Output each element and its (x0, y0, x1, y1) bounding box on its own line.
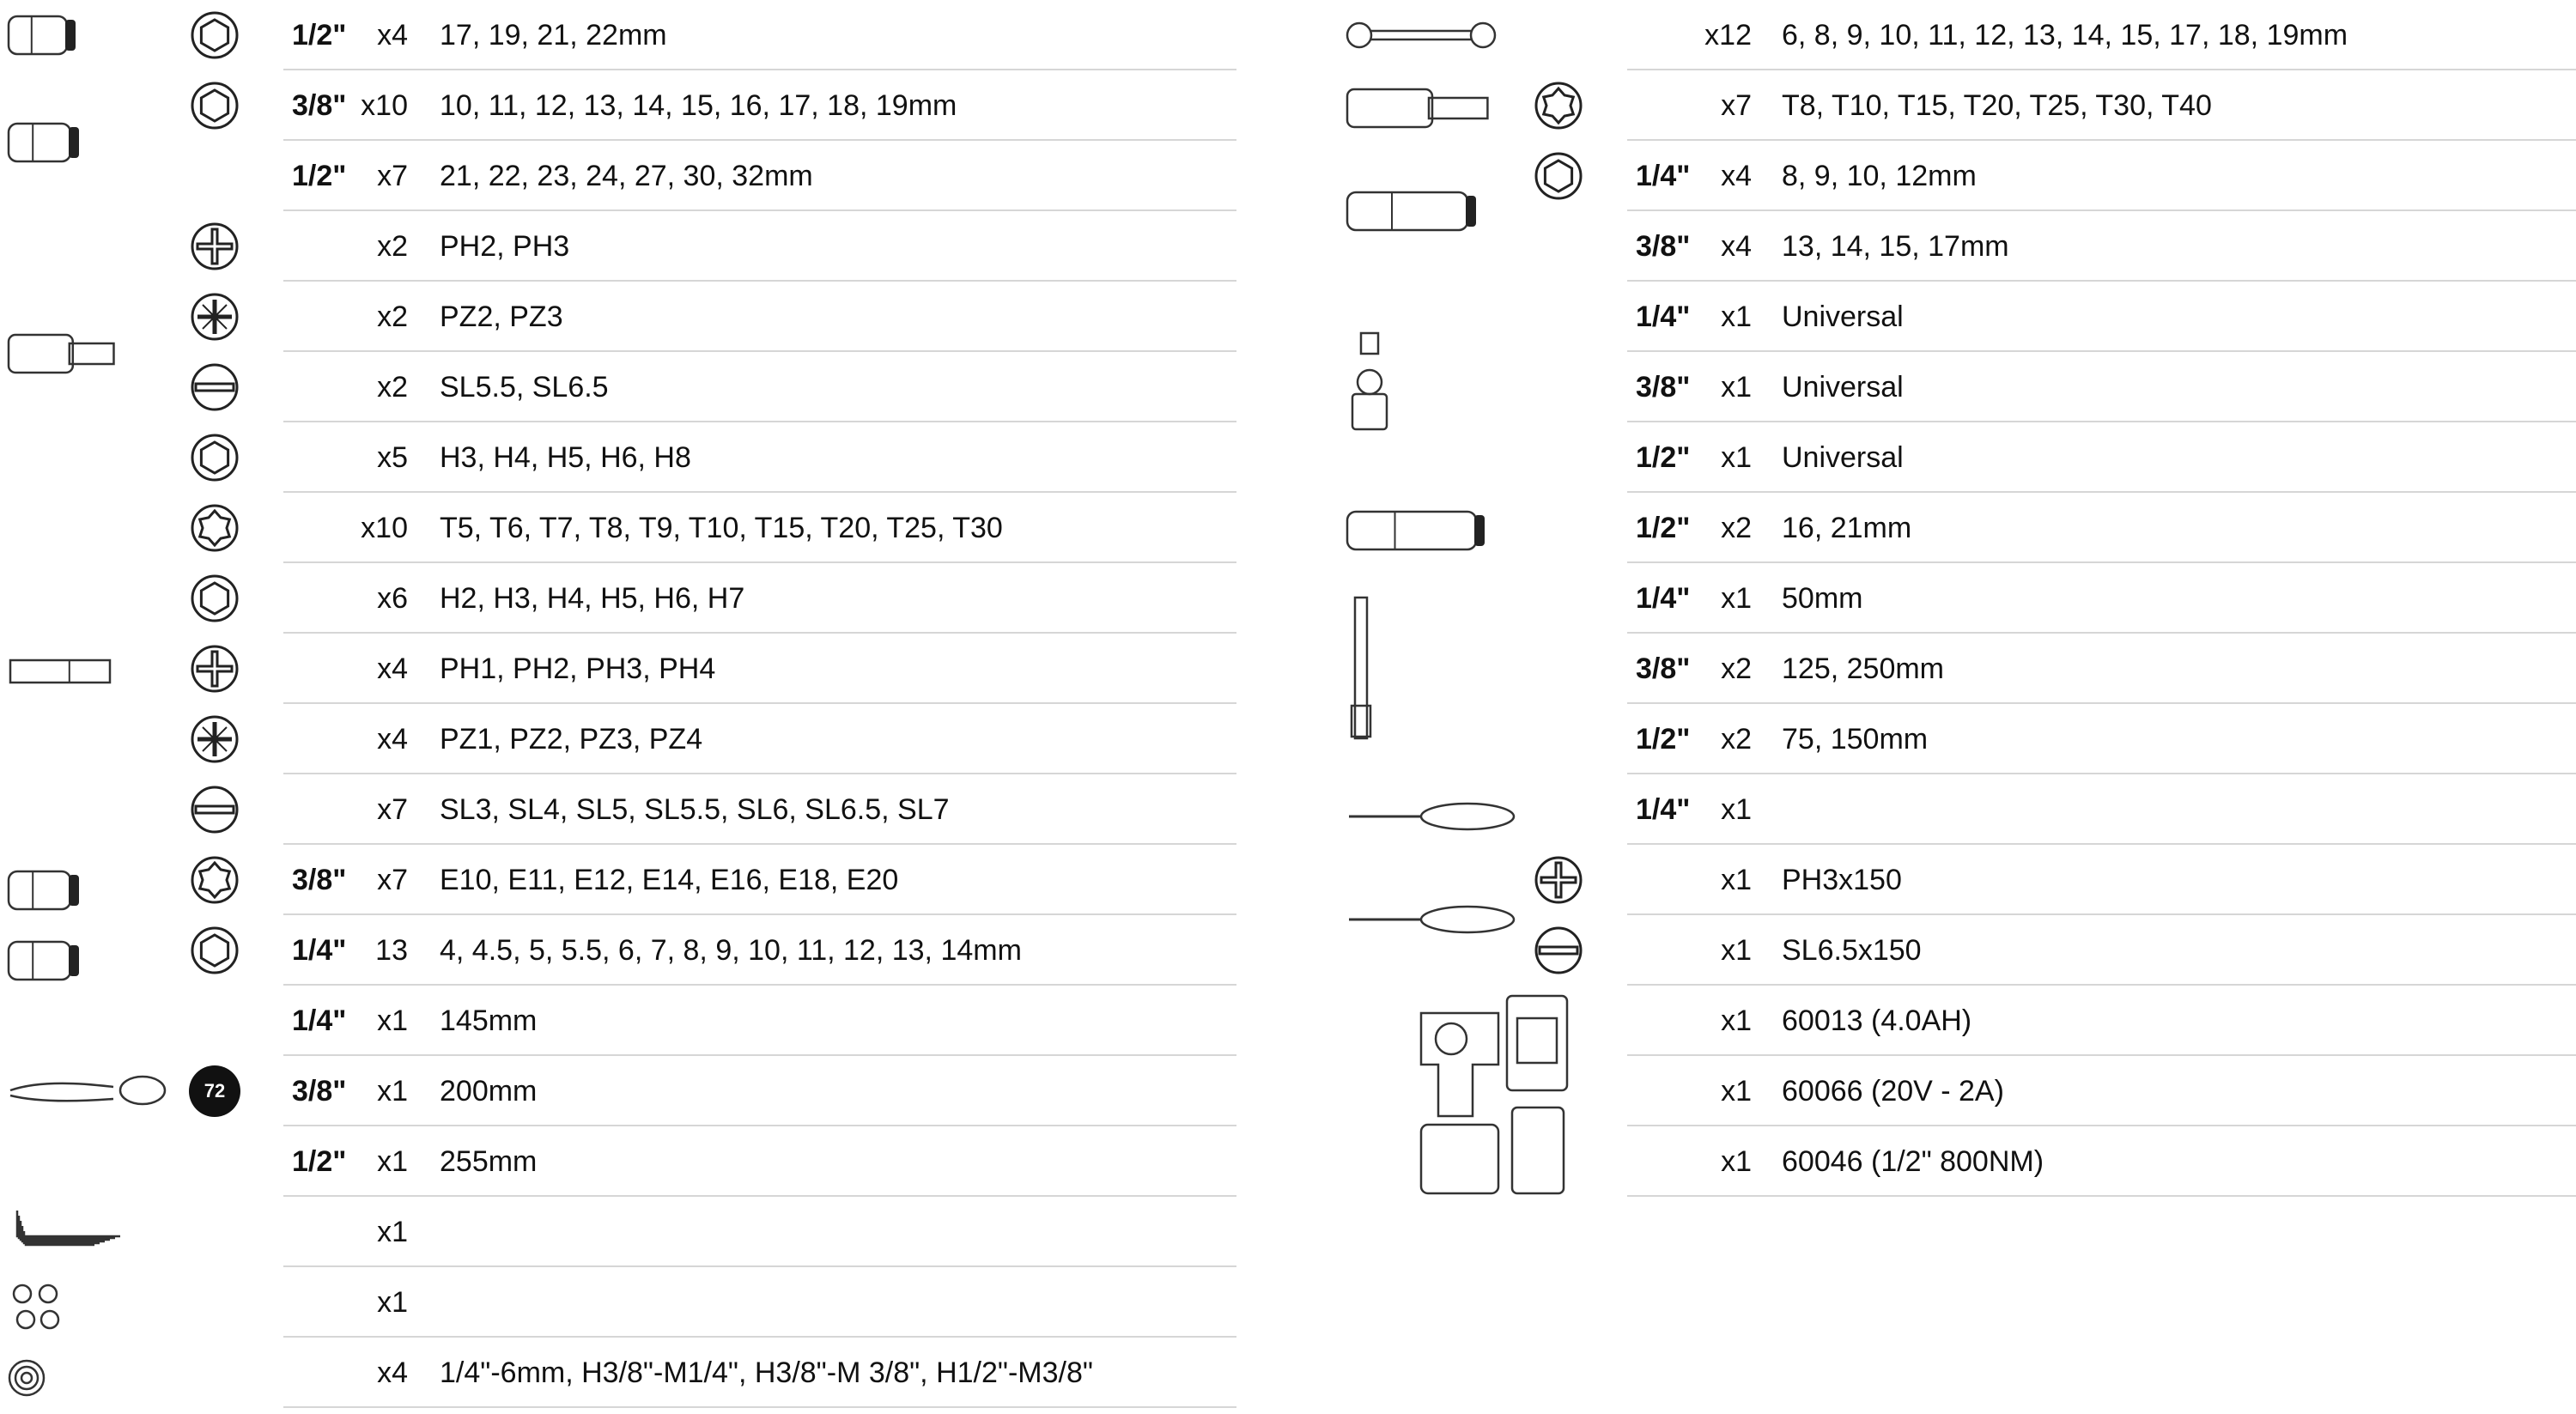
quantity: x7 (377, 160, 408, 192)
torx-icon (1533, 80, 1584, 131)
table-row (0, 282, 1236, 352)
quantity: x7 (1721, 89, 1752, 122)
quantity: x1 (1721, 1075, 1752, 1108)
table-row (1344, 352, 2576, 422)
table-row (0, 1338, 1236, 1408)
quantity: x1 (1721, 934, 1752, 967)
item-description: SL5.5, SL6.5 (440, 371, 609, 404)
table-row (0, 422, 1236, 493)
quantity: x1 (1721, 441, 1752, 474)
item-description: 8, 9, 10, 12mm (1782, 160, 1977, 192)
torx-icon (189, 854, 240, 906)
ratchet-teeth-badge: 72 (189, 1065, 240, 1117)
seal-rings-icon-group (5, 1352, 48, 1404)
combination-wrench-icon (1344, 14, 1498, 57)
item-description: 60066 (20V - 2A) (1782, 1075, 2004, 1108)
table-row (0, 915, 1236, 986)
table-row (1344, 563, 2576, 634)
table-row (0, 1267, 1236, 1338)
drive-size: 3/8" (1636, 371, 1691, 404)
quantity: x1 (377, 1286, 408, 1319)
item-description: SL6.5x150 (1782, 934, 1922, 967)
drive-size: 1/4" (1636, 582, 1691, 615)
table-row (0, 352, 1236, 422)
drive-size: 1/2" (1636, 723, 1691, 756)
impact-socket-icon-group (1344, 179, 1481, 244)
item-description: T5, T6, T7, T8, T9, T10, T15, T20, T25, T30 (440, 512, 1003, 544)
item-description: 10, 11, 12, 13, 14, 15, 16, 17, 18, 19mm (440, 89, 957, 122)
quantity: x4 (377, 19, 408, 52)
quantity: x4 (377, 723, 408, 756)
drive-size: 3/8" (292, 89, 347, 122)
quantity: x1 (1721, 793, 1752, 826)
impact-driver-kit-icon (1370, 979, 1576, 1202)
table-row (0, 563, 1236, 634)
hex-icon (189, 573, 240, 624)
small-socket-icon (5, 933, 84, 988)
combination-wrench-icon-group (1344, 14, 1498, 57)
item-description: PZ1, PZ2, PZ3, PZ4 (440, 723, 703, 756)
item-description: 13, 14, 15, 17mm (1782, 230, 2009, 263)
table-row (0, 493, 1236, 563)
quantity: x2 (1721, 723, 1752, 756)
quantity: x7 (377, 864, 408, 896)
quantity: x6 (377, 582, 408, 615)
table-row (1344, 845, 2576, 915)
item-description: 75, 150mm (1782, 723, 1929, 756)
screwdriver-bit-icon (5, 644, 122, 699)
quantity: x2 (1721, 512, 1752, 544)
drive-size: 1/2" (1636, 512, 1691, 544)
quantity: x1 (1721, 582, 1752, 615)
extension-bar-icon (1344, 592, 1378, 743)
universal-joint-icon (1344, 326, 1395, 438)
quantity: x1 (1721, 864, 1752, 896)
item-description: 60013 (4.0AH) (1782, 1004, 1972, 1037)
table-row (0, 141, 1236, 211)
hex-icon (189, 925, 240, 976)
item-description: H3, H4, H5, H6, H8 (440, 441, 691, 474)
item-description: 50mm (1782, 582, 1863, 615)
hex-key-set-icon-group (9, 1202, 155, 1262)
phillips-icon (189, 221, 240, 272)
item-description: Universal (1782, 300, 1904, 333)
bit-socket-icon (5, 318, 122, 390)
item-description: 21, 22, 23, 24, 27, 30, 32mm (440, 160, 813, 192)
impact-driver-kit-icon-group (1370, 979, 1576, 1202)
seal-rings-icon (5, 1352, 48, 1404)
drive-size: 1/2" (1636, 441, 1691, 474)
item-description: 16, 21mm (1782, 512, 1912, 544)
quantity: x2 (377, 371, 408, 404)
drive-size: 3/8" (292, 1075, 347, 1108)
slotted-icon (189, 784, 240, 835)
quantity: x1 (377, 1145, 408, 1178)
drive-size: 1/2" (292, 1145, 347, 1178)
table-row (1344, 0, 2576, 70)
quantity: x4 (377, 652, 408, 685)
table-row (0, 1126, 1236, 1197)
torx-bit-socket-icon-group (1344, 82, 1498, 134)
drive-size: 1/2" (292, 19, 347, 52)
quantity: x1 (1721, 371, 1752, 404)
table-row (1344, 915, 2576, 986)
hex-key-set-icon (9, 1202, 155, 1262)
hex-icon (189, 9, 240, 61)
deep-socket-icon (5, 106, 84, 179)
hex-icon (189, 80, 240, 131)
item-description: Universal (1782, 441, 1904, 474)
table-row (0, 70, 1236, 141)
quantity: x10 (361, 512, 408, 544)
table-row (0, 0, 1236, 70)
table-row (1344, 70, 2576, 141)
item-description: E10, E11, E12, E14, E16, E18, E20 (440, 864, 899, 896)
quantity: x1 (377, 1004, 408, 1037)
bit-socket-icon-group (5, 318, 122, 390)
item-description: T8, T10, T15, T20, T25, T30, T40 (1782, 89, 2212, 122)
bit-driver-icon (1344, 790, 1516, 843)
item-description: 6, 8, 9, 10, 11, 12, 13, 14, 15, 17, 18, 19mm (1782, 19, 2348, 52)
quantity: x4 (377, 1356, 408, 1389)
table-row (0, 634, 1236, 704)
table-row (1344, 282, 2576, 352)
item-description: 200mm (440, 1075, 538, 1108)
screwdriver-bit-icon-group (5, 644, 122, 699)
item-description: 4, 4.5, 5, 5.5, 6, 7, 8, 9, 10, 11, 12, 13, 14mm (440, 934, 1022, 967)
ratchet-icon-group (5, 1065, 168, 1116)
torx-socket-icon (5, 863, 84, 918)
phillips-icon (189, 643, 240, 695)
table-row (1344, 141, 2576, 211)
torx-bit-socket-icon (1344, 82, 1498, 134)
item-description: 145mm (440, 1004, 538, 1037)
table-row (1344, 211, 2576, 282)
item-description: 60046 (1/2" 800NM) (1782, 1145, 2044, 1178)
drive-size: 1/2" (292, 160, 347, 192)
table-row (0, 211, 1236, 282)
ratchet-icon (5, 1065, 168, 1116)
adapter-set-icon (5, 1275, 65, 1340)
quantity: x7 (377, 793, 408, 826)
item-description: SL3, SL4, SL5, SL5.5, SL6, SL6.5, SL7 (440, 793, 950, 826)
table-row (1344, 422, 2576, 493)
hex-icon (189, 432, 240, 483)
screwdriver-icon (1344, 893, 1516, 946)
universal-joint-icon-group (1344, 326, 1395, 438)
quantity: x1 (377, 1075, 408, 1108)
table-row (0, 1056, 1236, 1126)
drive-size: 3/8" (292, 864, 347, 896)
item-description: 1/4"-6mm, H3/8"-M1/4", H3/8"-M 3/8", H1/2"-M3/8" (440, 1356, 1093, 1389)
drive-size: 1/4" (292, 1004, 347, 1037)
item-description: H2, H3, H4, H5, H6, H7 (440, 582, 745, 615)
item-description: 255mm (440, 1145, 538, 1178)
socket-icon-group (5, 7, 81, 64)
spark-plug-socket-icon-group (1344, 498, 1490, 563)
table-row (1344, 774, 2576, 845)
adapter-set-icon-group (5, 1275, 65, 1340)
phillips-icon (1533, 854, 1584, 906)
quantity: x4 (1721, 230, 1752, 263)
quantity: x1 (1721, 1145, 1752, 1178)
extension-bar-icon-group (1344, 592, 1378, 743)
screwdriver-icon-group (1344, 893, 1516, 946)
hex-icon (1533, 150, 1584, 202)
slotted-icon (189, 361, 240, 413)
impact-socket-icon (1344, 179, 1481, 244)
quantity: x5 (377, 441, 408, 474)
quantity: x12 (1704, 19, 1752, 52)
quantity: x2 (377, 300, 408, 333)
quantity: x1 (1721, 1004, 1752, 1037)
spark-plug-socket-icon (1344, 498, 1490, 563)
item-description: PH2, PH3 (440, 230, 570, 263)
torx-icon (189, 502, 240, 554)
socket-icon (5, 7, 81, 64)
quantity: x1 (1721, 300, 1752, 333)
drive-size: 1/4" (1636, 793, 1691, 826)
item-description: PZ2, PZ3 (440, 300, 563, 333)
drive-size: 1/4" (292, 934, 347, 967)
drive-size: 3/8" (1636, 230, 1691, 263)
pozidriv-icon (189, 713, 240, 765)
table-row (0, 1197, 1236, 1267)
drive-size: 3/8" (1636, 652, 1691, 685)
small-socket-icon-group (5, 933, 84, 988)
quantity: 13 (375, 934, 408, 967)
row-divider (283, 1406, 1236, 1408)
deep-socket-icon-group (5, 106, 84, 179)
quantity: x10 (361, 89, 408, 122)
table-row (1344, 704, 2576, 774)
item-description: 17, 19, 21, 22mm (440, 19, 667, 52)
bit-driver-icon-group (1344, 790, 1516, 843)
table-row (0, 774, 1236, 845)
drive-size: 1/4" (1636, 300, 1691, 333)
torx-socket-icon-group (5, 863, 84, 918)
slotted-icon (1533, 925, 1584, 976)
quantity: x2 (377, 230, 408, 263)
table-row (0, 704, 1236, 774)
quantity: x4 (1721, 160, 1752, 192)
item-description: Universal (1782, 371, 1904, 404)
row-divider (1627, 1195, 2576, 1197)
table-row (1344, 493, 2576, 563)
drive-size: 1/4" (1636, 160, 1691, 192)
quantity: x2 (1721, 652, 1752, 685)
quantity: x1 (377, 1216, 408, 1248)
pozidriv-icon (189, 291, 240, 343)
table-row (0, 986, 1236, 1056)
item-description: PH1, PH2, PH3, PH4 (440, 652, 716, 685)
item-description: 125, 250mm (1782, 652, 1944, 685)
table-row (0, 845, 1236, 915)
table-row (1344, 634, 2576, 704)
item-description: PH3x150 (1782, 864, 1902, 896)
